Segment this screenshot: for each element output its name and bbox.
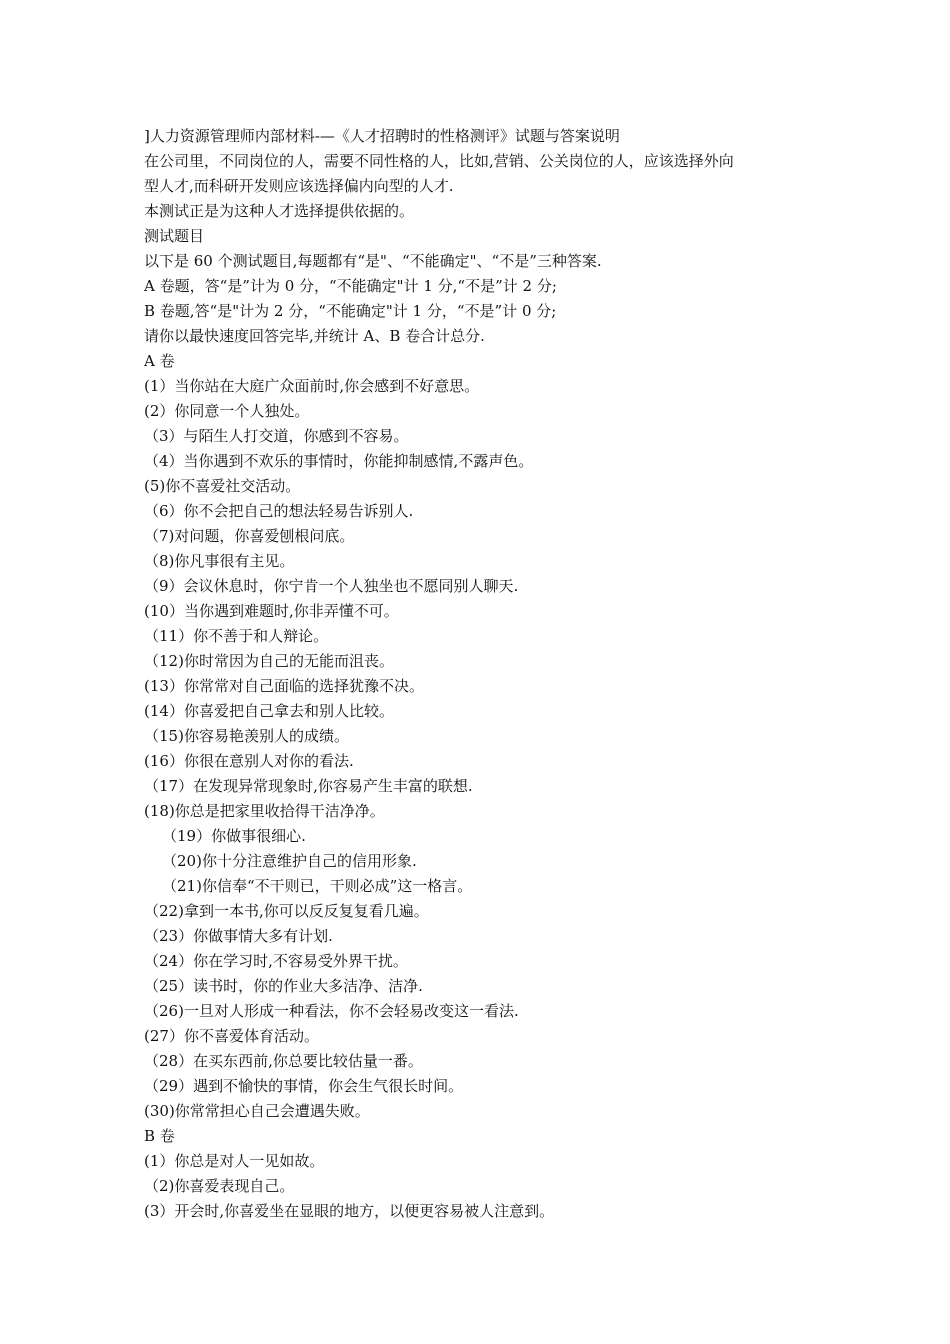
question-item: (14）你喜爱把自己拿去和别人比较。 [144,702,394,720]
question-item: （28）在买东西前,你总要比较估量一番。 [144,1052,423,1070]
rule-line: B 卷题,答“是"计为 2 分，“不能确定"计 1 分，“不是”计 0 分; [144,302,557,320]
rule-line: 请你以最快速度回答完毕,并统计 A、B 卷合计总分. [144,327,485,345]
question-item: (1）你总是对人一见如故。 [144,1152,325,1170]
rule-line: A 卷题，答“是”计为 0 分，“不能确定"计 1 分,“不是”计 2 分; [144,277,557,295]
question-item: （6）你不会把自己的想法轻易告诉别人. [144,502,414,520]
question-item: （20)你十分注意维护自己的信用形象. [162,852,417,870]
question-item: （7)对问题，你喜爱刨根问底。 [144,527,355,545]
question-item: （12)你时常因为自己的无能而沮丧。 [144,652,394,670]
question-item: （9）会议休息时，你宁肯一个人独坐也不愿同别人聊天. [144,577,519,595]
question-item: (27）你不喜爱体育活动。 [144,1027,319,1045]
question-item: （15)你容易艳羡别人的成绩。 [144,727,349,745]
document-body [144,124,824,1224]
question-item: （25）读书时，你的作业大多洁净、洁净. [144,977,423,995]
section-b-title: B 卷 [144,1127,175,1145]
question-item: （23）你做事情大多有计划. [144,927,333,945]
intro-line: 本测试正是为这种人才选择提供依据的。 [144,202,415,220]
question-item: (3）开会时,你喜爱坐在显眼的地方，以便更容易被人注意到。 [144,1202,555,1220]
question-item: (16）你很在意别人对你的看法. [144,752,354,770]
rule-line: 以下是 60 个测试题目,每题都有“是"、“不能确定"、“不是”三种答案. [144,252,602,270]
section-a-title: A 卷 [144,352,175,370]
question-item: (10）当你遇到难题时,你非弄懂不可。 [144,602,399,620]
question-item: (5)你不喜爱社交活动。 [144,477,301,495]
intro-line: 型人才,而科研开发则应该选择偏内向型的人才. [144,177,454,195]
question-item: （26)一旦对人形成一种看法，你不会轻易改变这一看法. [144,1002,519,1020]
question-item: （8)你凡事很有主见。 [144,552,295,570]
question-item: （17）在发现异常现象时,你容易产生丰富的联想. [144,777,473,795]
question-item: （4）当你遇到不欢乐的事情时，你能抑制感情,不露声色。 [144,452,534,470]
question-item: （21)你信奉“不干则已，干则必成”这一格言。 [162,877,473,895]
question-item: (2）你同意一个人独处。 [144,402,310,420]
question-item: （24）你在学习时,不容易受外界干扰。 [144,952,408,970]
questions-heading: 测试题目 [144,227,205,245]
question-item: （19）你做事很细心. [162,827,306,845]
question-item: (13）你常常对自己面临的选择犹豫不决。 [144,677,424,695]
question-item: (30)你常常担心自己会遭遇失败。 [144,1102,370,1120]
question-item: (1）当你站在大庭广众面前时,你会感到不好意思。 [144,377,480,395]
question-item: （11）你不善于和人辩论。 [144,627,329,645]
question-item: （22)拿到一本书,你可以反反复复看几遍。 [144,902,429,920]
question-item: （29）遇到不愉快的事情，你会生气很长时间。 [144,1077,464,1095]
question-item: (18)你总是把家里收拾得干洁净净。 [144,802,385,820]
question-item: （2)你喜爱表现自己。 [144,1177,295,1195]
question-item: （3）与陌生人打交道，你感到不容易。 [144,427,409,445]
intro-line: 在公司里，不同岗位的人，需要不同性格的人，比如,营销、公关岗位的人，应该选择外向 [144,152,734,170]
document-title: ]人力资源管理师内部材料-—《人才招聘时的性格测评》试题与答案说明 [144,127,620,145]
